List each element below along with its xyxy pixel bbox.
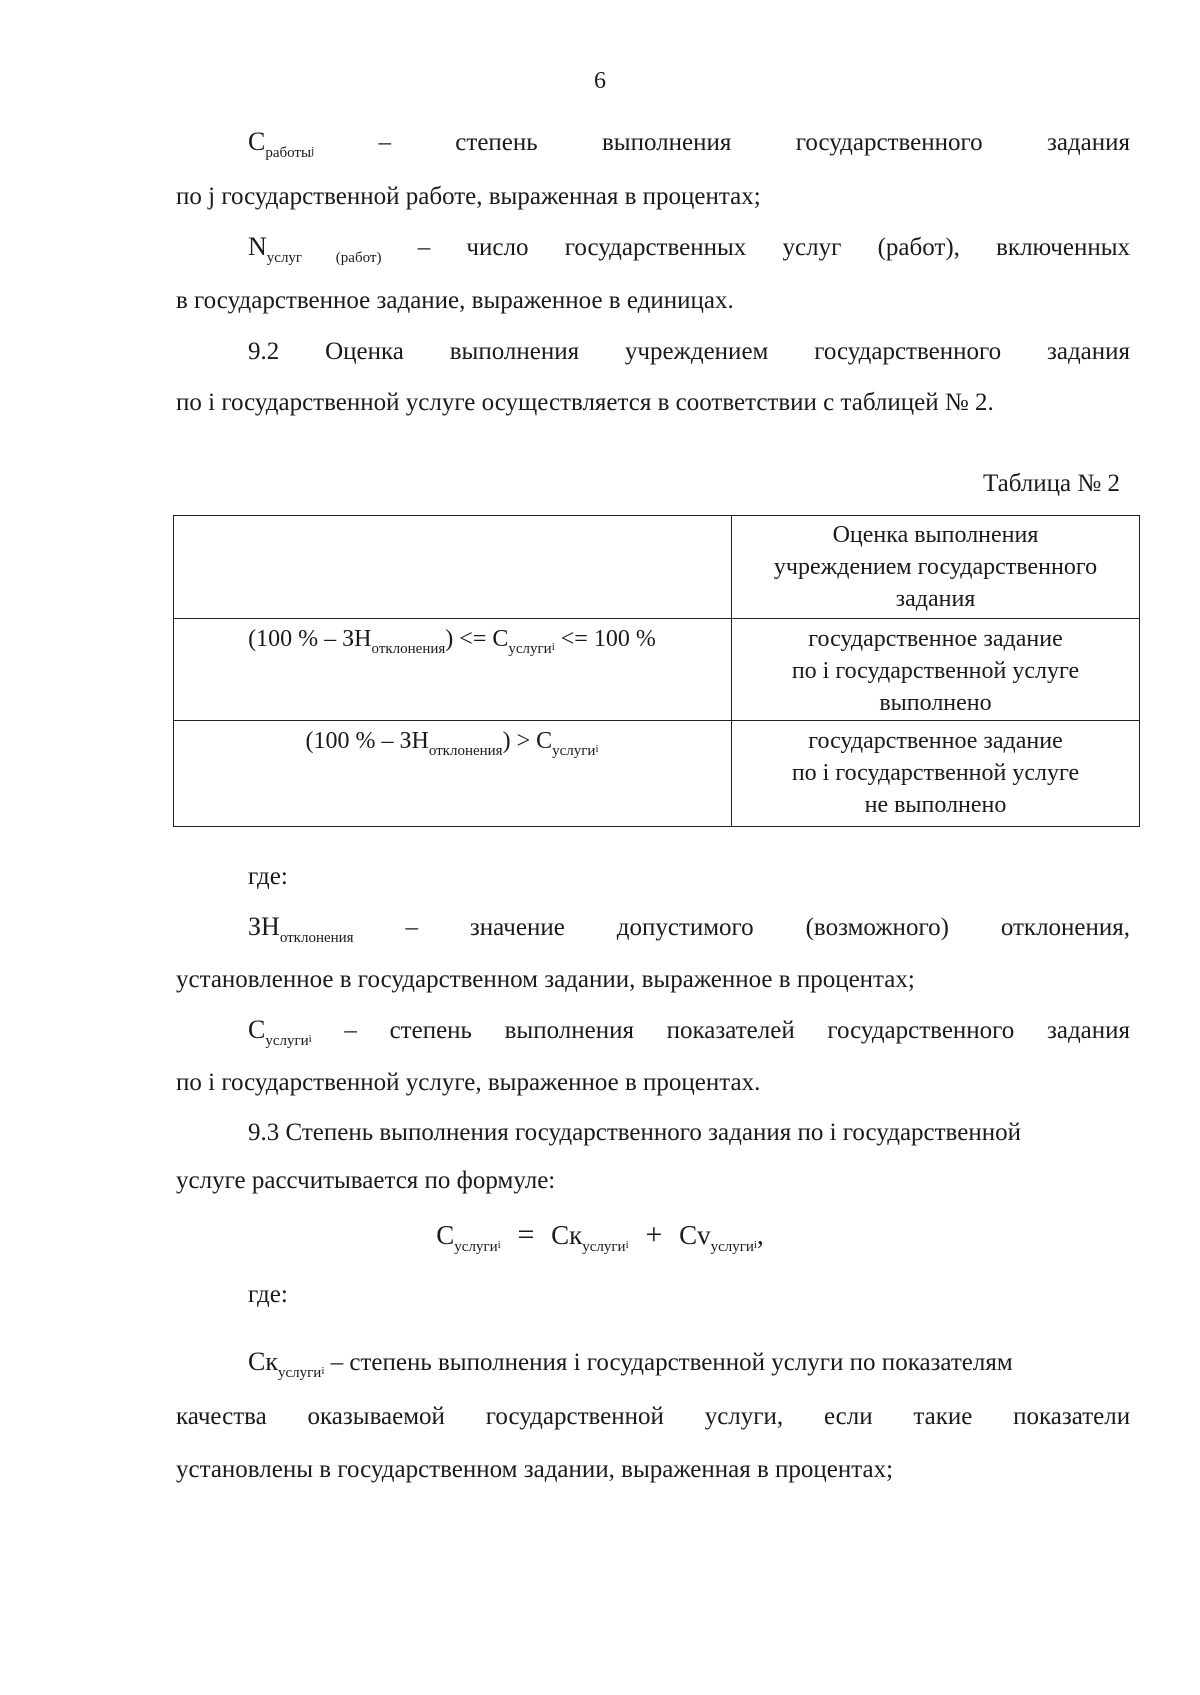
table-header-right: Оценка выполнения учреждением государственного задания: [773, 522, 1098, 612]
table-header-left: [173, 515, 731, 618]
zn-symbol: $ЗН_{отклонения}$ – значение: [248, 912, 565, 946]
table-border-right: [1139, 515, 1140, 827]
ck-def-line1: $Ск_{услуги}i$ – степень выполнения i государственной услуги по показателям: [248, 1347, 1013, 1381]
c-work-def-line2: по j государственной работе, выраженная в процентах;: [176, 183, 761, 210]
table-border-row1: [173, 618, 1140, 619]
n-services-symbol: $N_{услуг (работ)}$ – число: [248, 232, 529, 266]
formula-c-service: $С_{услуги}i = Ск_{услуги}i + Сv_{услуги}i$,: [436, 1218, 764, 1255]
zn-def-line1: $ЗН_{отклонения}$ – значение допустимого (возможного) отклонения,: [248, 912, 1131, 946]
evaluation-table: [173, 515, 1140, 827]
table-row1-result: государственное задание по i государственной услуге выполнено: [791, 626, 1080, 716]
c-service-symbol: $С_{услуги}i$ – степень: [248, 1015, 472, 1049]
n-services-def-line1: $N_{услуг (работ)}$ – число государственных услуг (работ), включенных: [248, 232, 1130, 266]
zn-def-line2: установленное в государственном задании, выраженное в процентах;: [176, 966, 915, 993]
ck-def-line2: качества оказываемой государственной услуги, если такие показатели: [176, 1403, 1131, 1430]
para-9-2-line1: 9.2 Оценка выполнения учреждением государственного задания: [248, 338, 1131, 365]
table-border-row2: [173, 720, 1140, 721]
c-service-def-line2: по i государственной услуге, выраженное в процентах.: [176, 1069, 761, 1096]
ck-symbol: $Ск_{услуги}i$: [248, 1347, 325, 1381]
table-border-bottom: [173, 826, 1140, 827]
para-9-3-line2: услуге рассчитывается по формуле:: [176, 1167, 556, 1194]
para-9-3-line1: 9.3 Степень выполнения государственного задания по i государственной: [248, 1119, 1021, 1146]
table-row2-result: государственное задание по i государственной услуге не выполнено: [791, 728, 1080, 818]
c-service-def-line1: $С_{услуги}i$ – степень выполнения показателей государственного задания: [248, 1015, 1131, 1049]
c-work-def-line1: $C_{работы}j$ – степень выполнения государственного задания: [248, 127, 1130, 161]
n-services-def-line2: в государственное задание, выраженное в единицах.: [176, 287, 734, 314]
para-9-2-line2: по i государственной услуге осуществляется в соответствии с таблицей № 2.: [176, 389, 994, 416]
page-number: 6: [594, 68, 606, 94]
where-label-1: где:: [248, 863, 288, 890]
ck-def-line3: установлены в государственном задании, выраженная в процентах;: [176, 1456, 894, 1483]
table-row1-condition: (100 % – $ЗН_{отклонения}) <= С_{услуги}i <= 100$ %: [248, 626, 656, 657]
c-work-symbol: $C_{работы}j$ – степень: [248, 127, 538, 161]
table-caption: Таблица № 2: [982, 470, 1120, 497]
where-label-2: где:: [248, 1281, 288, 1308]
table-row2-condition: (100 % – $ЗН_{отклонения}) > С_{услуги}i$: [305, 728, 599, 759]
